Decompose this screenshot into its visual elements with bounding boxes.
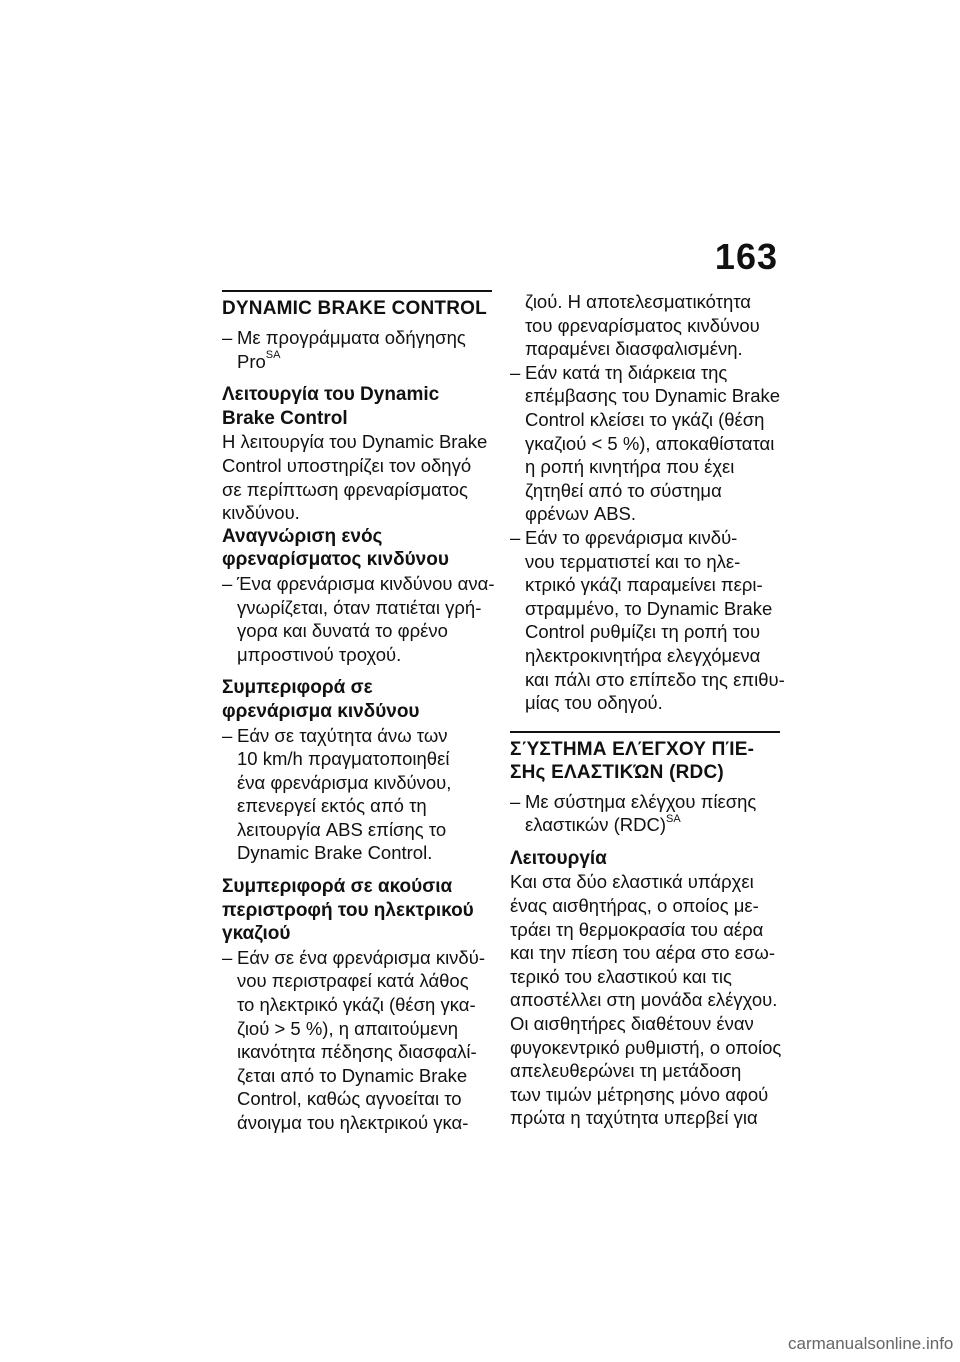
dash-item-throttle: – Εάν σε ένα φρενάρισμα κινδύ- νου περιστραφεί κατά λάθος το ηλεκτρικό γκάζι (θέση γκα- ζιού > 5 %), η απαιτούμενη ικανότητα πέδησης διασφαλί- ζεται από το Dynamic Brake Control, καθώς αγνοείται το άνοιγμα του ηλεκτρικού γκα- [222,946,486,1133]
dash-mark: – [222,327,233,348]
page-number: 163 [714,236,778,277]
dash-item-throttle-closed: – Εάν κατά τη διάρκεια της επέμβασης του Dynamic Brake Control κλείσει το γκάζι (θέση γκαζιού < 5 %), αποκαθίσταται η ροπή κινητήρα που έχει ζητηθεί από το σύστημα φρένων ABS. [510,361,781,525]
sa-superscript: SA [265,349,281,362]
heading-function: Λειτουργία του Dynamic Brake Control [222,384,440,429]
left-column [222,290,495,1135]
heading-detection: Αναγνώριση ενός φρεναρίσματος κινδύνου [222,525,449,571]
heading-behavior-braking: Συμπεριφορά σε φρενάρισμα κινδύνου [222,677,420,722]
sa-superscript: SA [666,813,681,826]
heading-throttle: Συμπεριφορά σε ακούσια περιστροφή του ηλεκτρικού γκαζιού [222,876,474,945]
dash-item-detection: – Ένα φρενάρισμα κινδύνου ανα- γνωρίζεται, όταν πατιέται γρή- γορα και δυνατά το φρένο μπροστινού τροχού. [222,572,495,665]
paragraph-continuation: ζιού. Η αποτελεσματικότητα του φρεναρίσματος κινδύνου παραμένει διασφαλισμένη. [525,291,760,360]
dash-item-behavior: – Εάν σε ταχύτητα άνω των 10 km/h πραγματοποιηθεί ένα φρενάρισμα κινδύνου, επενεργεί εκτός από τη λειτουργία ABS επίσης το Dynamic Brake Control. [222,724,452,864]
right-column [510,290,785,1130]
equipment-note-rdc: – Με σύστημα ελέγχου πίεσης ελαστικών (RDC)$^{SA}$ [510,790,757,836]
section-title-rdc: ΣΎΣΤΗΜΑ ΕΛΈΓΧΟΥ ΠΊΕ- ΣΗς ΕΛΑΣΤΙΚΏΝ (RDC) [510,731,780,784]
paragraph-function: Η λειτουργία του Dynamic Brake Control υποστηρίζει τον οδηγό σε περίπτωση φρεναρίσματος κινδύνου. [222,431,488,524]
section-title-dbc: DYNAMIC BRAKE CONTROL [222,290,492,320]
equipment-note: – Με προγράμματα οδήγησης Pro$^{SA}$ [222,327,466,372]
footer-watermark: carmanualsonline.info [788,1334,954,1353]
paragraph-rdc: Και στα δύο ελαστικά υπάρχει ένας αισθητήρας, ο οποίος με- τράει τη θερμοκρασία του αέρα και την πίεση του αέρα στο εσω- τερικό του ελαστικού και τις αποστέλλει στη μονάδα ελέγχου. Οι αισθητήρες διαθέτουν έναν φυγοκεντρικό ρυθμιστή, ο οποίος απελευθερώνει τη μετάδοση των τιμών μέτρησης μόνο αφού πρώτα η ταχύτητα υπερβεί για [510,871,782,1129]
dash-item-braking-ended: – Εάν το φρενάρισμα κινδύ- νου τερματιστεί και το ηλε- κτρικό γκάζι παραμείνει περι- στραμμένο, το Dynamic Brake Control ρυθμίζει τη ροπή του ηλεκτροκινητήρα ελεγχόμενα και πάλι στο επίπεδο της επιθυ- μίας του οδηγού. [510,526,785,714]
heading-rdc-function: Λειτουργία [510,847,607,869]
